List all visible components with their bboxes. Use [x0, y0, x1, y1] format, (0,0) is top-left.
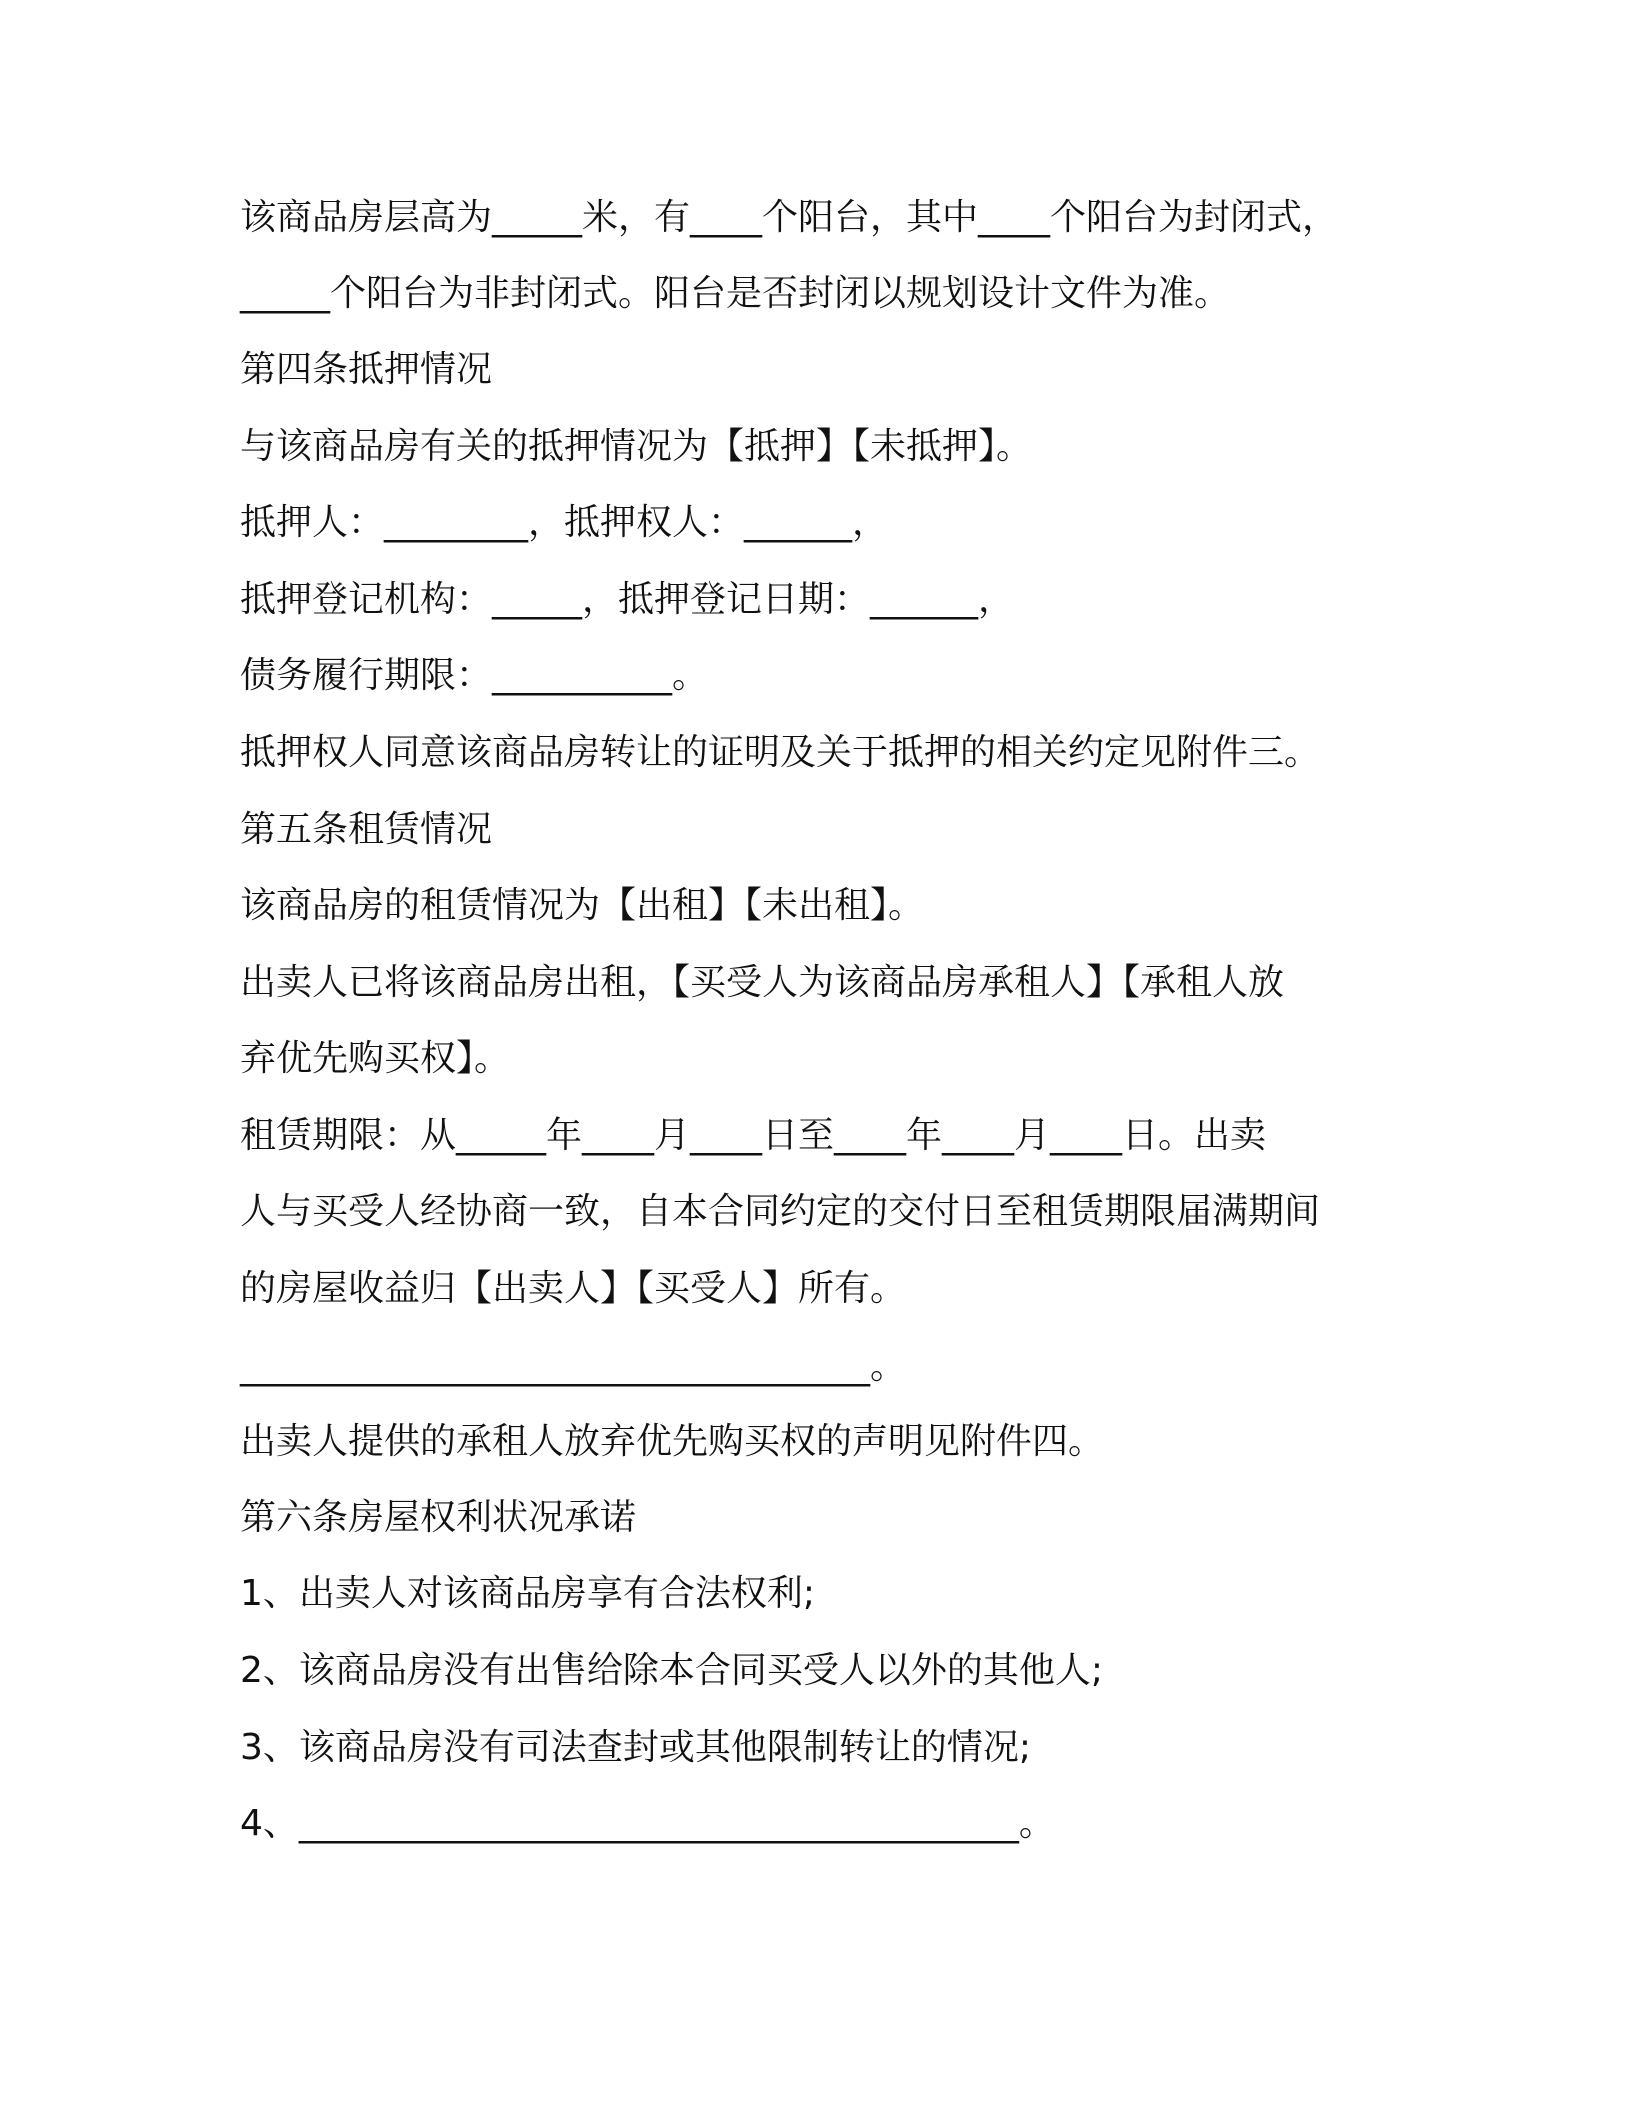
- text-line-floor-height: 该商品房层高为_____米，有____个阳台，其中____个阳台为封闭式，: [240, 197, 1339, 238]
- text-line-balcony-note: _____个阳台为非封闭式。阳台是否封闭以规划设计文件为准。: [240, 273, 1231, 314]
- heading-article-4-mortgage: 第四条抵押情况: [240, 349, 493, 390]
- text-line-lease-term-cont: 人与买受人经协商一致，自本合同约定的交付日至租赁期限届满期间: [240, 1191, 1321, 1232]
- text-line-mortgage-registration: 抵押登记机构：_____，抵押登记日期：______，: [240, 579, 1015, 620]
- text-line-mortgage-status: 与该商品房有关的抵押情况为【抵押】【未抵押】。: [240, 426, 1033, 467]
- text-line-mortgagor: 抵押人：________，抵押权人：______，: [240, 502, 889, 543]
- list-item-1: 1、出卖人对该商品房享有合法权利;: [240, 1573, 816, 1614]
- text-line-seller-leased-cont: 弃优先购买权】。: [240, 1038, 511, 1079]
- text-line-lease-status: 该商品房的租赁情况为【出租】【未出租】。: [240, 885, 925, 926]
- text-line-lease-term: 租赁期限：从_____年____月____日至____年____月____日。出卖: [240, 1115, 1267, 1156]
- text-line-waiver-statement: 出卖人提供的承租人放弃优先购买权的声明见附件四。: [240, 1421, 1105, 1462]
- list-item-2: 2、该商品房没有出售给除本合同买受人以外的其他人;: [240, 1650, 1104, 1691]
- text-line-debt-term: 债务履行期限：__________。: [240, 655, 709, 696]
- heading-article-6-rights: 第六条房屋权利状况承诺: [240, 1497, 637, 1538]
- list-item-4: 4、________________________________________。: [240, 1803, 1055, 1844]
- text-line-mortgagee-consent: 抵押权人同意该商品房转让的证明及关于抵押的相关约定见附件三。: [240, 732, 1321, 773]
- text-line-lease-income: 的房屋收益归【出卖人】【买受人】所有。: [240, 1268, 907, 1309]
- heading-article-5-lease: 第五条租赁情况: [240, 809, 493, 850]
- list-item-3: 3、该商品房没有司法查封或其他限制转让的情况;: [240, 1727, 1032, 1768]
- text-line-seller-leased: 出卖人已将该商品房出租，【买受人为该商品房承租人】【承租人放: [240, 962, 1285, 1003]
- text-line-blank: ___________________________________。: [240, 1346, 906, 1387]
